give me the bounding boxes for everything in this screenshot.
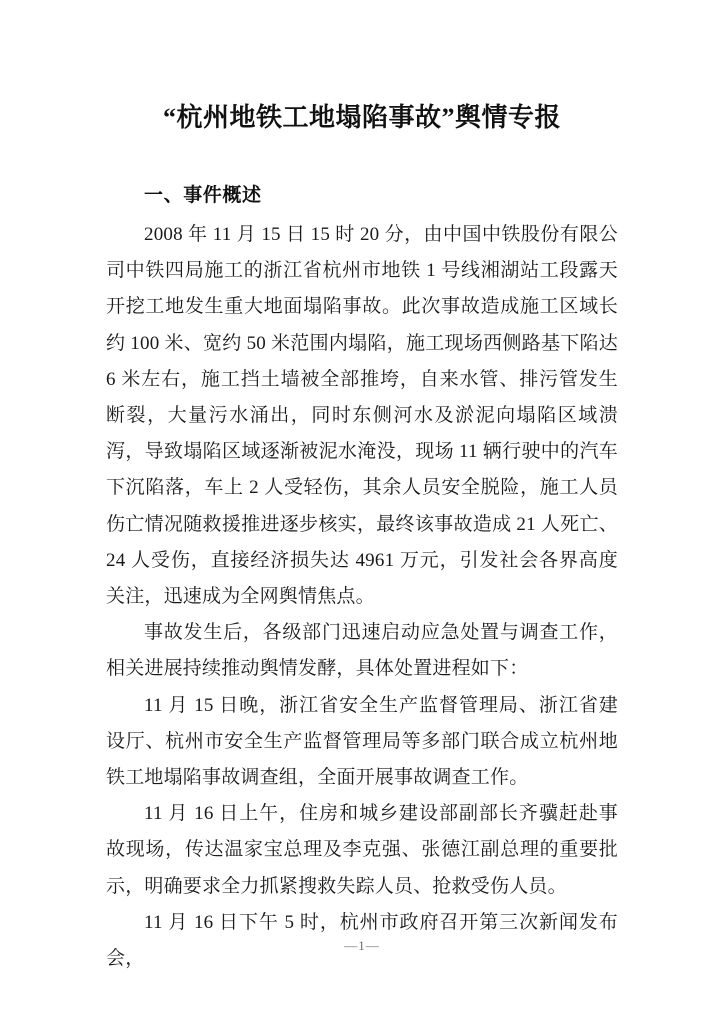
paragraph: 11 月 16 日下午 5 时，杭州市政府召开第三次新闻发布会， [106, 911, 618, 970]
page-number-footer: —1— [344, 938, 380, 953]
paragraph: 11 月 16 日上午，住房和城乡建设部副部长齐骥赶赴事故现场，传达温家宝总理及李克强、张德江副总理的重要批示，明确要求全力抓紧搜救失踪人员、抢救受伤人员。 [106, 803, 618, 897]
paragraph: 事故发生后，各级部门迅速启动应急处置与调查工作，相关进展持续推动舆情发酵，具体处置进程如下： [106, 622, 618, 680]
paragraph: 2008 年 11 月 15 日 15 时 20 分，由中国中铁股份有限公司中铁四局施工的浙江省杭州市地铁 1 号线湘湖站工段露天开挖工地发生重大地面塌陷事故。此次事故造成施工区域长约 100 米、宽约 50 米范围内塌陷，施工现场西侧路基下陷达 6 米左右，施工挡土墙被全部推垮，自来水管、排污管发生断裂，大量污水涌出，同时东侧河水及淤泥向塌陷区域溃泻，导致塌陷区域逐渐被泥水淹没，现场 11 辆行驶中的汽车下沉陷落，车上 2 人受轻伤，其余人员安全脱险，施工人员伤亡情况随救援推进逐步核实，最终该事故造成 21 人死亡、24 人受伤，直接经济损失达 4961 万元，引发社会各界高度关注，迅速成为全网舆情焦点。 [106, 224, 618, 608]
document-body [106, 178, 618, 977]
page-title: “杭州地铁工地塌陷事故”舆情专报 [162, 103, 561, 132]
paragraph: 11 月 15 日晚，浙江省安全生产监督管理局、浙江省建设厅、杭州市安全生产监督管理局等多部门联合成立杭州地铁工地塌陷事故调查组，全面开展事故调查工作。 [106, 694, 618, 789]
section-heading-overview: 一、事件概述 [144, 185, 262, 206]
